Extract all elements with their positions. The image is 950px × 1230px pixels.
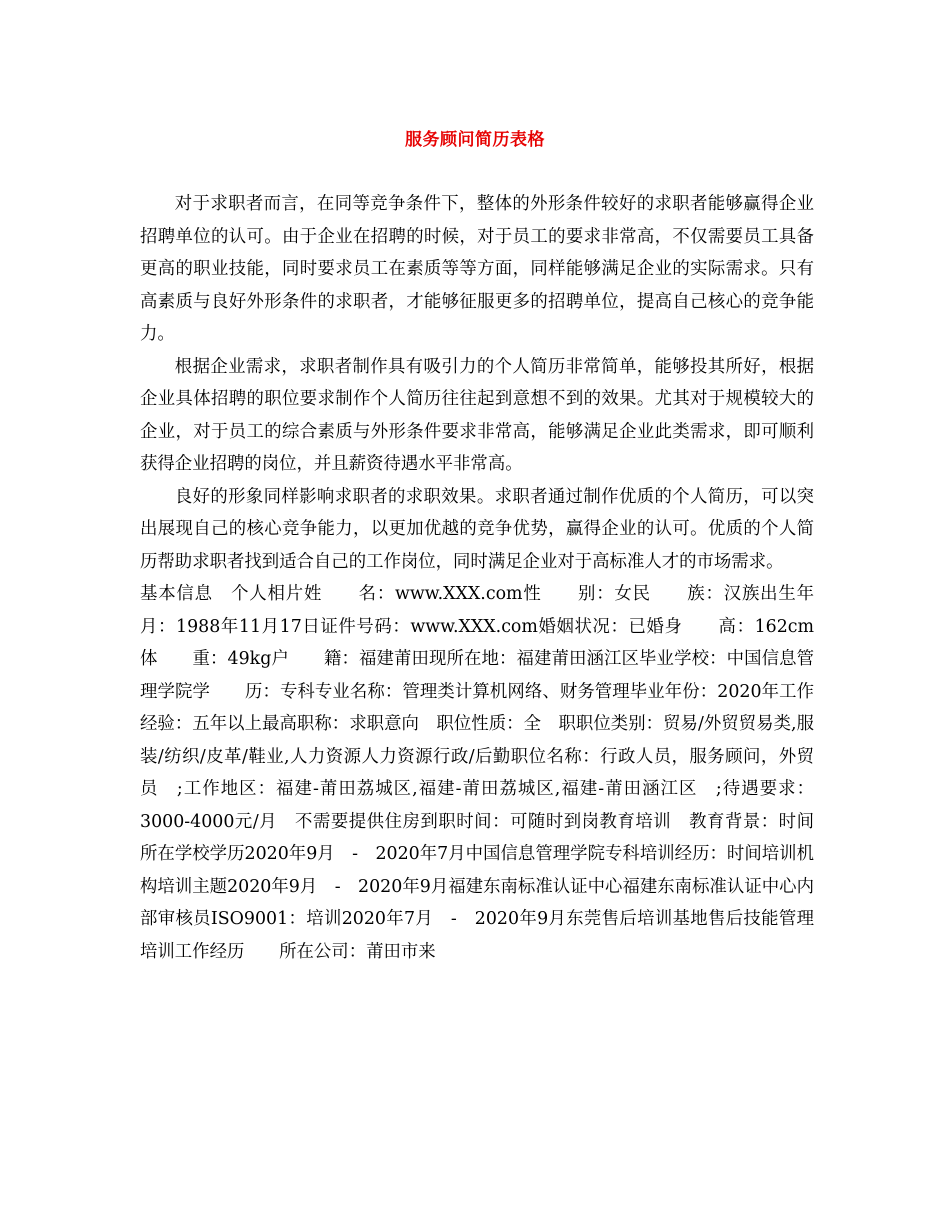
image-paragraph: 良好的形象同样影响求职者的求职效果。求职者通过制作优质的个人简历，可以突出展现自己的核心竞争能力，以更加优越的竞争优势，赢得企业的认可。优质的个人简历帮助求职者找到适合自己的工作岗位，同时满足企业对于高标准人才的市场需求。	[140, 486, 814, 572]
resume-info-block: 基本信息 个人相片姓 名：www.XXX.com性 别：女民 族：汉族出生年月：1988年11月17日证件号码：www.XXX.com婚姻状况：已婚身 高：162cm体 重：49kg户 籍：福建莆田现所在地：福建莆田涵江区毕业学校：中国信息管理学院学 历：专科专业名称：管理类计算机网络、财务管理毕业年份：2020年工作经验：五年以上最高职称：求职意向 职位性质：全 职职位类别：贸易/外贸贸易类,服装/纺织/皮革/鞋业,人力资源人力资源行政/后勤职位名称：行政人员，服务顾问，外贸员 ;工作地区：福建-莆田荔城区,福建-莆田荔城区,福建-莆田涵江区 ;待遇要求：3000-4000元/月 不需要提供住房到职时间：可随时到岗教育培训 教育背景：时间所在学校学历2020年9月 - 2020年7月中国信息管理学院专科培训经历：时间培训机构培训主题2020年9月 - 2020年9月福建东南标准认证中心福建东南标准认证中心内部审核员ISO9001：培训2020年7月 - 2020年9月东莞售后培训基地售后技能管理培训工作经历 所在公司：莆田市来	[140, 584, 814, 962]
intro-paragraph: 对于求职者而言，在同等竞争条件下，整体的外形条件较好的求职者能够赢得企业招聘单位的认可。由于企业在招聘的时候，对于员工的要求非常高，不仅需要员工具备更高的职业技能，同时要求员工在素质等等方面，同样能够满足企业的实际需求。只有高素质与良好外形条件的求职者，才能够征服更多的招聘单位，提高自己核心的竞争能力。	[140, 194, 814, 344]
document-title: 服务顾问简历表格	[405, 130, 545, 150]
document-body	[140, 188, 814, 968]
requirements-paragraph: 根据企业需求，求职者制作具有吸引力的个人简历非常简单，能够投其所好，根据企业具体招聘的职位要求制作个人简历往往起到意想不到的效果。尤其对于规模较大的企业，对于员工的综合素质与外形条件要求非常高，能够满足企业此类需求，即可顺利获得企业招聘的岗位，并且薪资待遇水平非常高。	[140, 356, 814, 474]
